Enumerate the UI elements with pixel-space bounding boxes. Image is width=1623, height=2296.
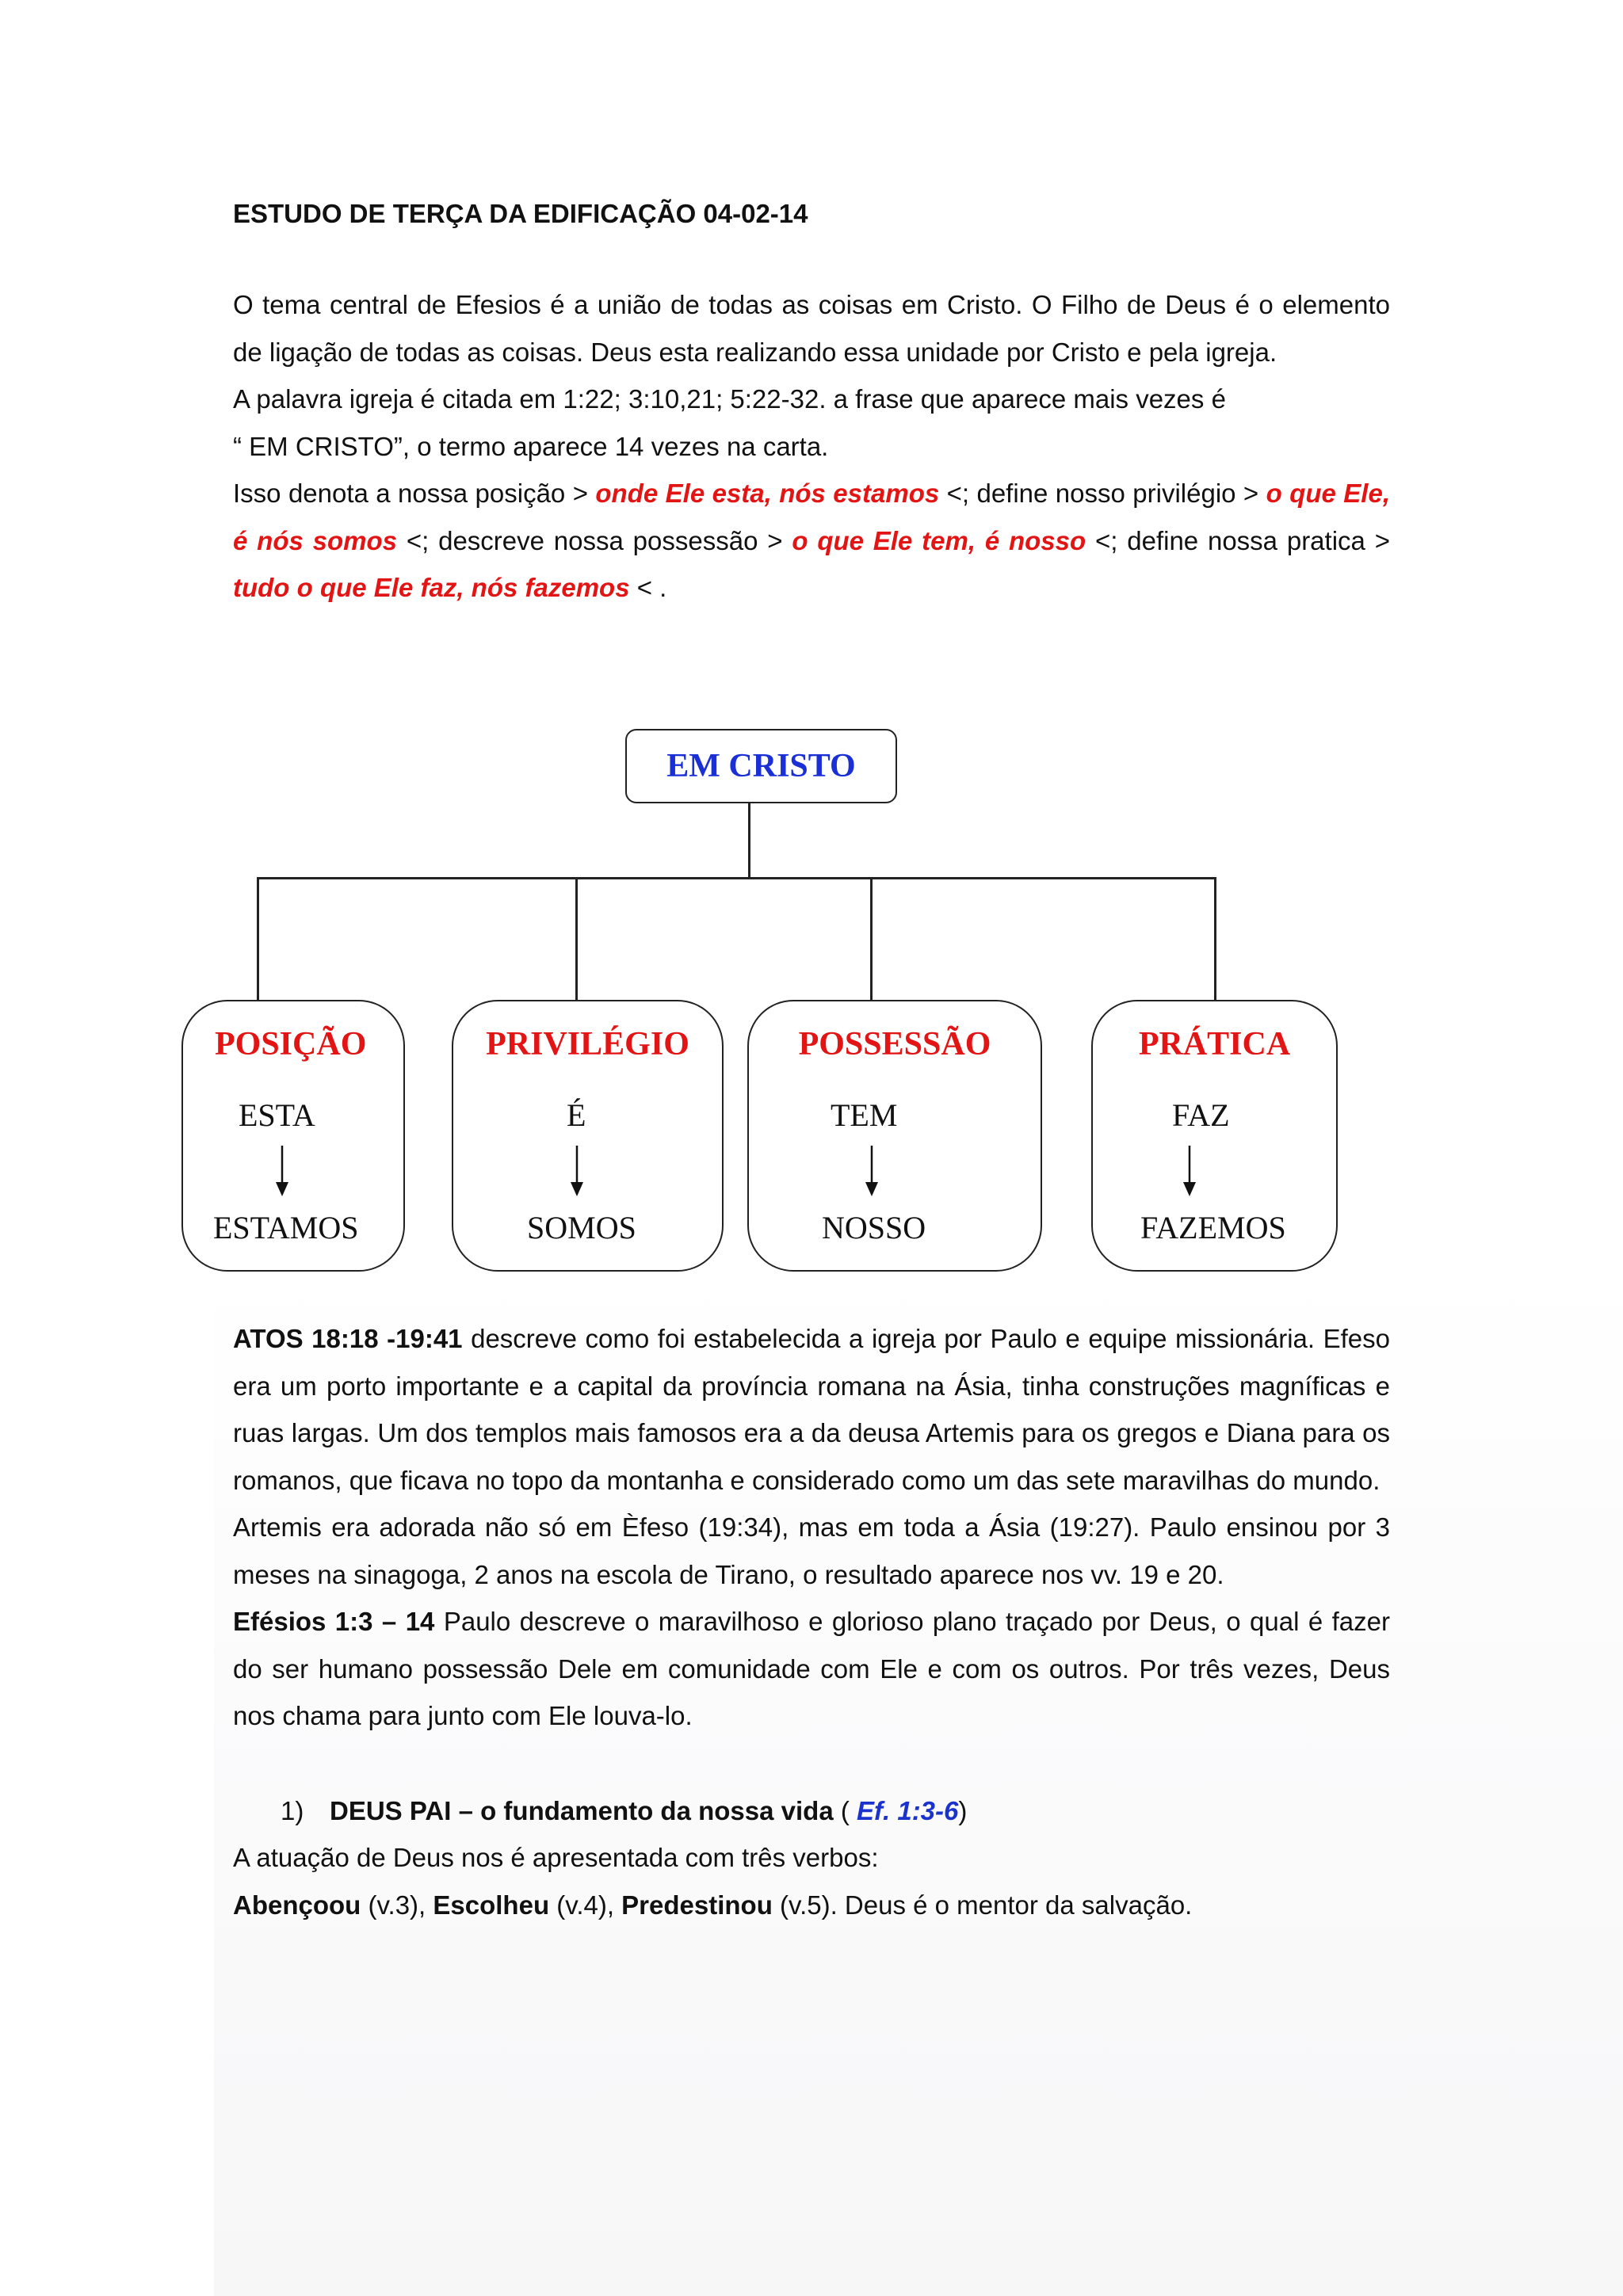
intro-text: Isso denota a nossa posição >: [233, 479, 596, 508]
efesios-paragraph: [233, 1598, 1390, 1740]
diagram-box-pratica: [1091, 1000, 1338, 1272]
intro-paragraph-2: A palavra igreja é citada em 1:22; 3:10,21; 5:22-32. a frase que aparece mais vezes é: [233, 384, 1226, 414]
down-arrow-icon: [274, 1146, 290, 1196]
box-verb: TEM: [831, 1097, 898, 1133]
list-number: 1): [281, 1795, 304, 1825]
box-verb: ESTA: [239, 1097, 315, 1133]
highlight-position: onde Ele esta, nós estamos: [595, 479, 940, 508]
verb-escolheu: Escolheu: [433, 1890, 550, 1920]
box-heading: PRIVILÉGIO: [486, 1026, 689, 1062]
box-verb: FAZ: [1172, 1097, 1230, 1133]
box-verb: É: [567, 1097, 586, 1133]
diagram-box-possessao: [747, 1000, 1042, 1272]
scripture-reference-link[interactable]: Ef. 1:3-6: [857, 1795, 959, 1825]
connector-root-down: [748, 803, 750, 878]
efesios-text: Paulo descreve o maravilhoso e glorioso plano traçado por Deus, o qual é fazer do ser humano possessão Dele em comunidade com Ele e com os outros. Por três vezes, Deus nos chama para junto com Ele louva-lo.: [233, 1607, 1390, 1730]
intro-paragraph-3: “ EM CRISTO”, o termo aparece 14 vezes na carta.: [233, 431, 829, 461]
list-item-deus-pai: [233, 1787, 1390, 1835]
intro-text: <; descreve nossa possessão >: [397, 525, 792, 555]
atos-text: descreve como foi estabelecida a igreja por Paulo e equipe missionária. Efeso era um porto importante e a capital da província romana na Ásia, tinha construções magníficas e ruas largas. Um dos templos mais famosos era a da deusa Artemis para os gregos e Diana para os romanos, que ficava no topo da montanha e considerado como um das sete maravilhas do mundo.: [233, 1324, 1390, 1495]
connector-to-box-3: [870, 877, 873, 1000]
box-result: SOMOS: [527, 1210, 636, 1245]
connector-to-box-2: [575, 877, 578, 1000]
atos-section: [233, 1315, 1390, 1928]
intro-paragraph-4: [233, 470, 1390, 612]
verb-ref: (v.4),: [549, 1890, 622, 1920]
box-result: NOSSO: [822, 1210, 926, 1245]
atos-reference: ATOS 18:18 -19:41: [233, 1324, 463, 1353]
highlight-privilege: o que Ele, é nós somos: [233, 479, 1390, 555]
diagram-root-box: EM CRISTO: [625, 729, 897, 803]
intro-text: < .: [629, 573, 667, 602]
intro-text: <; define nosso privilégio >: [939, 479, 1266, 508]
down-arrow-icon: [569, 1146, 585, 1196]
highlight-possession: o que Ele tem, é nosso: [792, 525, 1086, 555]
verb-ref: (v.3),: [361, 1890, 433, 1920]
highlight-practice: tudo o que Ele faz, nós fazemos: [233, 573, 630, 602]
atos-paragraph-2: Artemis era adorada não só em Èfeso (19:34), mas em toda a Ásia (19:27). Paulo ensinou por 3 meses na sinagoga, 2 anos na escola de Tirano, o resultado aparece nos vv. 19 e 20.: [233, 1512, 1390, 1589]
box-heading: POSSESSÃO: [798, 1026, 991, 1062]
box-heading: PRÁTICA: [1138, 1026, 1291, 1062]
intro-text: <; define nossa pratica >: [1086, 525, 1390, 555]
intro-section: [233, 281, 1390, 612]
verb-abencoou: Abençoou: [233, 1890, 361, 1920]
connector-to-box-4: [1214, 877, 1216, 1000]
list-line-3: [233, 1882, 1390, 1929]
list-line-2: A atuação de Deus nos é apresentada com três verbos:: [233, 1843, 879, 1872]
document-title: ESTUDO DE TERÇA DA EDIFICAÇÃO 04-02-14: [233, 199, 808, 228]
atos-paragraph-1: [233, 1315, 1390, 1504]
diagram-box-posicao: [181, 1000, 405, 1272]
down-arrow-icon: [864, 1146, 880, 1196]
verb-ref: (v.5). Deus é o mentor da salvação.: [772, 1890, 1193, 1920]
connector-to-box-1: [257, 877, 259, 1000]
list-paren-open: (: [833, 1795, 857, 1825]
intro-paragraph-1: O tema central de Efesios é a união de todas as coisas em Cristo. O Filho de Deus é o elemento de ligação de todas as coisas. Deus esta realizando essa unidade por Cristo e pela igreja.: [233, 290, 1390, 367]
box-heading: POSIÇÃO: [215, 1026, 367, 1062]
box-result: ESTAMOS: [213, 1210, 359, 1245]
efesios-reference: Efésios 1:3 – 14: [233, 1607, 435, 1636]
box-result: FAZEMOS: [1140, 1210, 1286, 1245]
list-heading: DEUS PAI – o fundamento da nossa vida: [330, 1795, 834, 1825]
diagram-box-privilegio: [452, 1000, 724, 1272]
down-arrow-icon: [1182, 1146, 1197, 1196]
verb-predestinou: Predestinou: [621, 1890, 773, 1920]
connector-horizontal: [257, 877, 1216, 879]
list-paren-close: ): [958, 1795, 968, 1825]
